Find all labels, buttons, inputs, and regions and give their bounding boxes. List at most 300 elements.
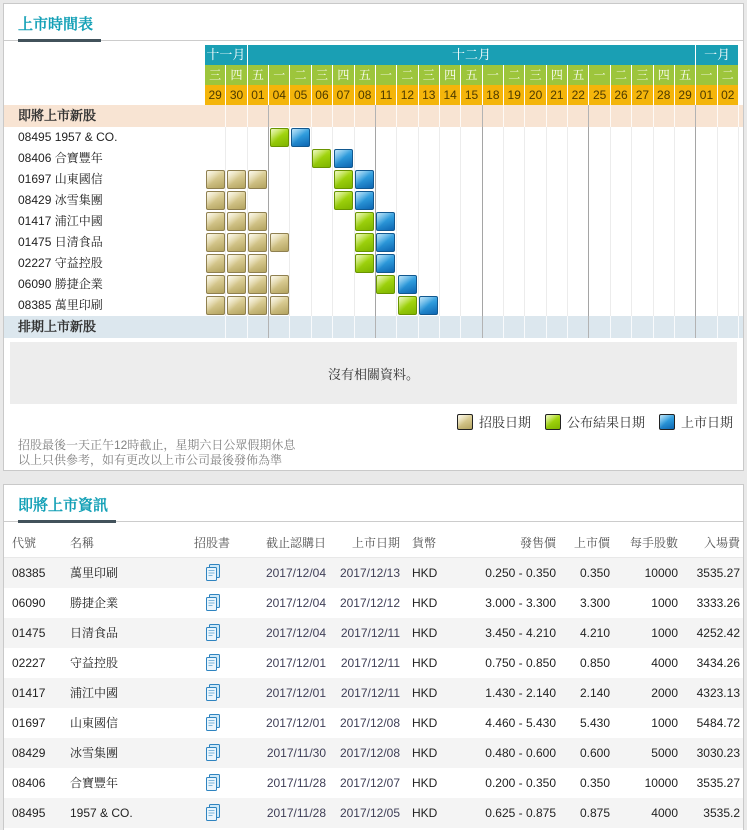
grid-column [419, 274, 440, 295]
grid-column [226, 211, 247, 232]
prospectus-document-icon [204, 713, 221, 732]
grid-column [589, 190, 610, 211]
calendar-weekday: 二 [718, 65, 739, 85]
gantt-row [4, 253, 743, 274]
table-row [4, 678, 743, 708]
grid-column [397, 253, 418, 274]
calendar-weekday: 二 [504, 65, 525, 85]
legend-res-swatch [545, 414, 561, 430]
column-header-1: 名稱 [70, 536, 95, 550]
prospectus-document-icon [204, 803, 221, 822]
stock-label: 01697 山東國信 [18, 172, 103, 186]
grid-column [483, 127, 504, 148]
grid-column [675, 105, 696, 127]
grid-column [269, 316, 290, 338]
grid-column [696, 274, 717, 295]
cell-listing-date: 2017/12/11 [340, 656, 400, 670]
grid-column [675, 253, 696, 274]
cell-code: 08406 [12, 776, 46, 790]
grid-column [632, 148, 653, 169]
grid-column [440, 148, 461, 169]
cell-listing-price: 2.140 [579, 686, 610, 700]
grid-column [525, 274, 546, 295]
grid-column [461, 169, 482, 190]
subscription-period-cell [227, 191, 246, 210]
listing-date-cell [398, 275, 417, 294]
grid-column [568, 232, 589, 253]
grid-column [419, 316, 440, 338]
grid-column [226, 105, 247, 127]
grid-column [333, 295, 354, 316]
column-header-2: 招股書 [193, 536, 230, 550]
grid-column [312, 190, 333, 211]
legend-item-sub [457, 412, 531, 431]
cell-name: 冰雪集團 [70, 746, 119, 760]
column-header-4: 上市日期 [351, 536, 400, 550]
grid-column [355, 232, 376, 253]
grid-column [226, 190, 247, 211]
grid-column [290, 105, 311, 127]
calendar-month-2: 十二月 [248, 45, 697, 65]
grid-column [718, 105, 739, 127]
calendar-weekday: 四 [440, 65, 461, 85]
calendar-date: 29 [205, 85, 226, 105]
grid-column [632, 211, 653, 232]
calendar-date: 21 [547, 85, 568, 105]
cell-currency: HKD [412, 626, 438, 640]
calendar-weekday: 一 [589, 65, 610, 85]
grid-column [525, 169, 546, 190]
grid-column [675, 211, 696, 232]
grid-column [290, 190, 311, 211]
cell-prospectus [182, 708, 242, 738]
cell-entry-fee: 4252.42 [696, 626, 740, 640]
gantt-row [4, 148, 743, 169]
grid-column [355, 211, 376, 232]
grid-column [568, 169, 589, 190]
calendar-month-row [4, 45, 743, 65]
grid-column [504, 148, 525, 169]
cell-deadline: 2017/12/01 [265, 656, 326, 670]
stock-label: 08495 1957 & CO. [18, 130, 118, 144]
footnote-line: 以上只供參考，如有更改以上市公司最後發佈為準 [18, 453, 283, 467]
grid-column [718, 169, 739, 190]
stock-label: 08385 萬里印刷 [18, 298, 103, 312]
cell-entry-fee: 3535.2 [703, 806, 740, 820]
grid-column [632, 295, 653, 316]
cell-code: 08429 [12, 746, 46, 760]
grid-column [440, 127, 461, 148]
calendar-date: 13 [419, 85, 440, 105]
grid-column [696, 295, 717, 316]
grid-column [248, 274, 269, 295]
cell-prospectus [182, 798, 242, 828]
grid-column [504, 295, 525, 316]
legend-sub-swatch [457, 414, 473, 430]
grid-column [718, 316, 739, 338]
listing-date-cell [376, 254, 395, 273]
grid-column [547, 253, 568, 274]
cell-listing-date: 2017/12/05 [339, 806, 400, 820]
cell-currency: HKD [412, 656, 438, 670]
grid-column [440, 169, 461, 190]
grid-column [269, 211, 290, 232]
grid-column [226, 169, 247, 190]
cell-lot-size: 4000 [651, 656, 678, 670]
prospectus-document-icon [204, 623, 221, 642]
table-row [4, 648, 743, 678]
cell-prospectus [182, 768, 242, 798]
grid-column [461, 148, 482, 169]
table-row [4, 588, 743, 618]
grid-column [589, 211, 610, 232]
calendar-weekday: 三 [632, 65, 653, 85]
grid-column [696, 105, 717, 127]
grid-column [397, 211, 418, 232]
grid-column [611, 253, 632, 274]
result-date-cell [270, 128, 289, 147]
column-header-9: 入場費 [703, 536, 740, 550]
grid-column [290, 253, 311, 274]
grid-column [376, 105, 397, 127]
grid-column [525, 148, 546, 169]
calendar-weekday: 四 [654, 65, 675, 85]
legend-label: 招股日期 [478, 415, 531, 430]
calendar-weekday: 二 [397, 65, 418, 85]
column-header-3: 截止認購日 [265, 536, 326, 550]
grid-column [718, 274, 739, 295]
section-label: 即將上市新股 [18, 108, 97, 123]
grid-column [333, 274, 354, 295]
grid-column [440, 190, 461, 211]
grid-column [547, 232, 568, 253]
section-label: 排期上市新股 [18, 319, 97, 334]
grid-column [696, 127, 717, 148]
cell-lot-size: 1000 [651, 596, 678, 610]
listing-date-cell [355, 170, 374, 189]
grid-column [376, 211, 397, 232]
stock-label: 08429 冰雪集團 [18, 193, 103, 207]
calendar-weekday: 五 [675, 65, 696, 85]
subscription-period-cell [248, 254, 267, 273]
legend-label: 公布結果日期 [566, 415, 645, 430]
grid-column [632, 127, 653, 148]
cell-listing-price: 5.430 [579, 716, 610, 730]
grid-column [248, 295, 269, 316]
grid-column [226, 232, 247, 253]
grid-column [568, 105, 589, 127]
cell-currency: HKD [412, 776, 438, 790]
grid-column [440, 232, 461, 253]
cell-listing-date: 2017/12/11 [340, 626, 400, 640]
no-data-box [10, 342, 737, 404]
grid-column [483, 105, 504, 127]
column-header-5: 貨幣 [412, 536, 437, 550]
section-upcoming-new-stocks [4, 105, 743, 127]
grid-column [632, 105, 653, 127]
grid-column [547, 105, 568, 127]
grid-column [461, 127, 482, 148]
cell-listing-date: 2017/12/08 [339, 716, 400, 730]
grid-column [205, 190, 226, 211]
column-header-0: 代號 [12, 536, 37, 550]
grid-column [397, 190, 418, 211]
grid-column [312, 274, 333, 295]
table-row [4, 558, 743, 588]
table-row [4, 768, 743, 798]
calendar-weekday: 四 [226, 65, 247, 85]
cell-listing-date: 2017/12/08 [339, 746, 400, 760]
grid-column [547, 295, 568, 316]
listing-date-cell [355, 191, 374, 210]
calendar-date: 02 [718, 85, 739, 105]
cell-code: 06090 [12, 596, 46, 610]
legend-item-res [545, 412, 645, 431]
grid-column [589, 274, 610, 295]
cell-name: 勝捷企業 [70, 596, 119, 610]
calendar-date: 11 [376, 85, 397, 105]
calendar-date: 12 [397, 85, 418, 105]
cell-listing-price: 0.600 [579, 746, 610, 760]
legend-label: 上市日期 [680, 415, 733, 430]
cell-entry-fee: 3030.23 [696, 746, 740, 760]
legend [4, 412, 733, 431]
grid-column [675, 169, 696, 190]
grid-column [483, 148, 504, 169]
calendar-weekday: 五 [355, 65, 376, 85]
prospectus-link[interactable] [204, 803, 221, 830]
calendar-weekday: 三 [205, 65, 226, 85]
grid-column [248, 316, 269, 338]
grid-column [226, 316, 247, 338]
cell-prospectus [182, 738, 242, 768]
subscription-period-cell [248, 170, 267, 189]
grid-column [589, 127, 610, 148]
result-date-cell [312, 149, 331, 168]
table-row [4, 618, 743, 648]
cell-lot-size: 4000 [651, 806, 678, 820]
calendar-date: 25 [589, 85, 610, 105]
grid-column [376, 148, 397, 169]
grid-column [333, 253, 354, 274]
grid-column [376, 169, 397, 190]
calendar-weekday: 五 [568, 65, 589, 85]
grid-column [355, 295, 376, 316]
grid-column [654, 105, 675, 127]
cell-deadline: 2017/11/30 [266, 746, 326, 760]
gantt-row [4, 295, 743, 316]
cell-offer-price: 0.750 - 0.850 [485, 656, 556, 670]
grid-column [312, 148, 333, 169]
cell-name: 萬里印刷 [70, 566, 119, 580]
calendar-weekday: 五 [461, 65, 482, 85]
grid-column [504, 105, 525, 127]
info-title-wrap [4, 485, 743, 522]
calendar-date: 01 [248, 85, 269, 105]
calendar-date: 20 [525, 85, 546, 105]
grid-column [547, 169, 568, 190]
cell-listing-price: 3.300 [579, 596, 610, 610]
grid-column [525, 127, 546, 148]
subscription-period-cell [270, 275, 289, 294]
grid-column [440, 316, 461, 338]
grid-column [226, 295, 247, 316]
grid-column [419, 295, 440, 316]
grid-column [547, 274, 568, 295]
grid-column [290, 295, 311, 316]
cell-prospectus [182, 588, 242, 618]
grid-column [205, 105, 226, 127]
grid-column [461, 105, 482, 127]
cell-name: 日清食品 [70, 626, 119, 640]
grid-column [611, 169, 632, 190]
grid-column [355, 316, 376, 338]
grid-column [696, 169, 717, 190]
grid-column [568, 190, 589, 211]
grid-column [376, 127, 397, 148]
grid-column [504, 253, 525, 274]
cell-code: 02227 [12, 656, 46, 670]
grid-column [397, 127, 418, 148]
grid-column [504, 211, 525, 232]
calendar-weekday: 二 [290, 65, 311, 85]
grid-column [333, 105, 354, 127]
grid-column [355, 169, 376, 190]
grid-column [589, 316, 610, 338]
listing-gantt-chart [4, 45, 743, 468]
grid-column [269, 127, 290, 148]
calendar-date: 04 [269, 85, 290, 105]
cell-code: 01475 [12, 626, 46, 640]
cell-lot-size: 1000 [651, 716, 678, 730]
grid-column [675, 316, 696, 338]
cell-name: 守益控股 [70, 656, 119, 670]
grid-column [611, 211, 632, 232]
grid-column [205, 274, 226, 295]
grid-column [675, 274, 696, 295]
result-date-cell [355, 254, 374, 273]
cell-deadline: 2017/12/01 [265, 716, 326, 730]
cell-prospectus [182, 648, 242, 678]
calendar-month-1: 十一月 [205, 45, 248, 65]
calendar-date: 01 [696, 85, 717, 105]
grid-column [333, 232, 354, 253]
calendar-weekday: 三 [312, 65, 333, 85]
stock-label: 02227 守益控股 [18, 256, 103, 270]
calendar-weekday: 一 [696, 65, 717, 85]
grid-column [419, 253, 440, 274]
grid-column [376, 232, 397, 253]
upcoming-listing-table [4, 528, 743, 828]
grid-column [376, 274, 397, 295]
table-row [4, 738, 743, 768]
grid-column [654, 169, 675, 190]
cell-offer-price: 3.000 - 3.300 [485, 596, 556, 610]
grid-column [654, 211, 675, 232]
subscription-period-cell [248, 212, 267, 231]
grid-column [269, 253, 290, 274]
timetable-title: 上市時間表 [18, 13, 101, 42]
grid-column [611, 274, 632, 295]
grid-column [269, 148, 290, 169]
cell-currency: HKD [412, 716, 438, 730]
cell-offer-price: 0.625 - 0.875 [485, 806, 556, 820]
calendar-date: 15 [461, 85, 482, 105]
grid-column [675, 148, 696, 169]
grid-column [419, 232, 440, 253]
listing-date-cell [419, 296, 438, 315]
cell-code: 08385 [12, 566, 46, 580]
subscription-period-cell [248, 296, 267, 315]
grid-column [419, 105, 440, 127]
grid-column [696, 190, 717, 211]
cell-lot-size: 10000 [644, 566, 678, 580]
grid-column [654, 253, 675, 274]
result-date-cell [376, 275, 395, 294]
gantt-row [4, 211, 743, 232]
subscription-period-cell [227, 254, 246, 273]
grid-column [632, 316, 653, 338]
grid-column [355, 274, 376, 295]
grid-column [589, 105, 610, 127]
grid-column [568, 295, 589, 316]
grid-column [440, 295, 461, 316]
prospectus-document-icon [204, 743, 221, 762]
grid-column [632, 169, 653, 190]
grid-column [568, 253, 589, 274]
grid-column [547, 316, 568, 338]
grid-column [718, 190, 739, 211]
grid-column [675, 127, 696, 148]
calendar-date: 07 [333, 85, 354, 105]
grid-column [654, 190, 675, 211]
cell-prospectus [182, 558, 242, 588]
grid-column [718, 232, 739, 253]
subscription-period-cell [270, 296, 289, 315]
grid-column [376, 316, 397, 338]
result-date-cell [355, 233, 374, 252]
grid-column [461, 232, 482, 253]
subscription-period-cell [206, 275, 225, 294]
grid-column [654, 232, 675, 253]
grid-column [205, 253, 226, 274]
cell-deadline: 2017/11/28 [266, 776, 326, 790]
listing-date-cell [291, 128, 310, 147]
cell-currency: HKD [412, 596, 438, 610]
subscription-period-cell [248, 275, 267, 294]
cell-name: 1957 & CO. [70, 806, 133, 820]
grid-column [290, 316, 311, 338]
grid-column [248, 169, 269, 190]
cell-offer-price: 0.200 - 0.350 [485, 776, 556, 790]
grid-column [654, 316, 675, 338]
subscription-period-cell [227, 296, 246, 315]
grid-column [696, 316, 717, 338]
grid-column [568, 127, 589, 148]
grid-column [290, 127, 311, 148]
subscription-period-cell [270, 233, 289, 252]
cell-listing-date: 2017/12/11 [340, 686, 400, 700]
cell-code: 08495 [12, 806, 46, 820]
grid-column [290, 274, 311, 295]
grid-column [205, 148, 226, 169]
grid-column [525, 105, 546, 127]
grid-column [611, 105, 632, 127]
grid-column [568, 316, 589, 338]
subscription-period-cell [248, 233, 267, 252]
cell-listing-price: 0.875 [579, 806, 610, 820]
grid-column [205, 295, 226, 316]
